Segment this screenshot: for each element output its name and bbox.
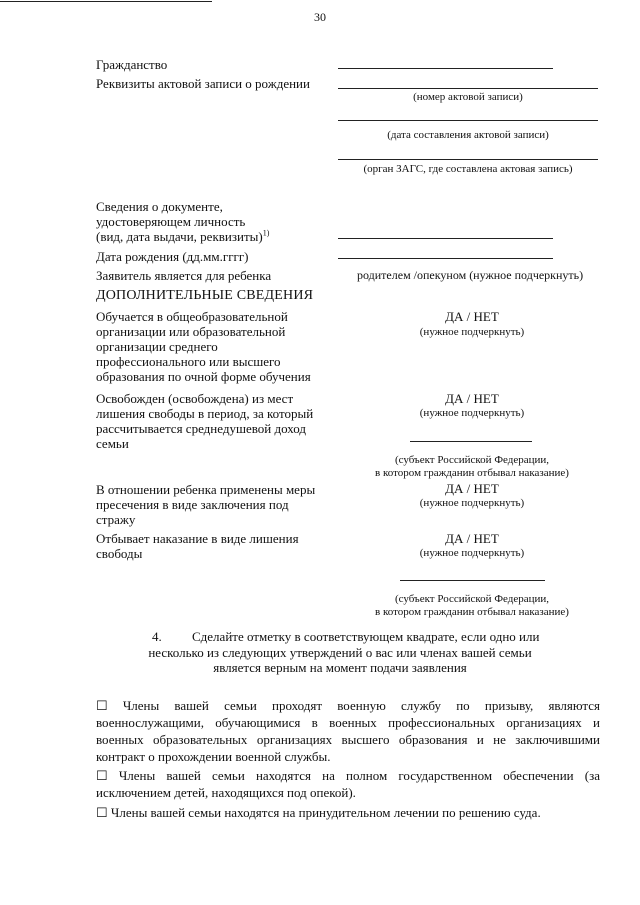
- birth-date-label: Дата рождения (дд.мм.гггг): [96, 249, 249, 264]
- checkbox-icon[interactable]: ☐: [96, 805, 108, 820]
- birth-date-field[interactable]: [338, 258, 553, 259]
- section4-number: 4.: [152, 629, 162, 644]
- q2-label: Освобожден (освобождена) из мест лишения свободы в период, за который рассчитывается среднедушевой доход семьи: [96, 391, 314, 451]
- checkbox-text: Члены вашей семьи находятся на принудительном лечении по решению суда.: [110, 805, 541, 820]
- q2-hint: (нужное подчеркнуть): [419, 407, 525, 419]
- checkbox-icon[interactable]: ☐: [96, 698, 108, 713]
- checkbox-text: Члены вашей семьи находятся на полном государственном обеспечении (за исключением детей, находящихся под опекой).: [96, 768, 600, 800]
- q2-answer[interactable]: ДА / НЕТ: [445, 391, 499, 406]
- checkbox-item-compulsory-treatment[interactable]: [96, 804, 600, 821]
- citizenship-label: Гражданство: [96, 57, 168, 72]
- registry-office-caption: (орган ЗАГС, где составлена актовая запись): [363, 163, 573, 175]
- page-number: 30: [314, 10, 326, 24]
- q4-region-caption: (субъект Российской Федерации, в котором гражданин отбывал наказание): [375, 593, 569, 618]
- id-document-label: [96, 199, 269, 244]
- q4-hint: (нужное подчеркнуть): [419, 547, 525, 559]
- q1-label: Обучается в общеобразовательной организации или образовательной организации среднего профессионального или высшего образования по очной форме обучения: [96, 309, 311, 384]
- registry-office-field[interactable]: [338, 159, 598, 160]
- checkbox-text: Члены вашей семьи проходят военную службу по призыву, являются военнослужащими, обучающимися в военных профессиональных организациях и военных образовательных организациях высшего образования и не заключившими контракт о прохождении военной службы.: [96, 698, 600, 764]
- id-document-field[interactable]: [338, 238, 553, 239]
- q1-answer[interactable]: ДА / НЕТ: [445, 309, 499, 324]
- record-date-field[interactable]: [338, 120, 598, 121]
- q4-label: Отбывает наказание в виде лишения свободы: [96, 531, 299, 561]
- record-number-field[interactable]: [338, 88, 598, 89]
- checkbox-item-state-support[interactable]: [96, 767, 600, 801]
- q4-answer[interactable]: ДА / НЕТ: [445, 531, 499, 546]
- additional-heading: ДОПОЛНИТЕЛЬНЫЕ СВЕДЕНИЯ: [96, 288, 314, 303]
- top-border-line: [0, 1, 212, 2]
- birth-record-label: Реквизиты актовой записи о рождении: [96, 76, 310, 91]
- id-document-text: Сведения о документе, удостоверяющем личность (вид, дата выдачи, реквизиты): [96, 199, 263, 244]
- footnote-marker: 1): [262, 228, 270, 238]
- record-date-caption: (дата составления актовой записи): [387, 129, 549, 141]
- q4-region-field[interactable]: [400, 580, 545, 581]
- checkbox-item-military[interactable]: [96, 697, 600, 765]
- applicant-is-label: Заявитель является для ребенка: [96, 268, 272, 283]
- q3-label: В отношении ребенка применены меры пресечения в виде заключения под стражу: [96, 482, 316, 527]
- applicant-is-value[interactable]: родителем /опекуном (нужное подчеркнуть): [357, 268, 584, 282]
- section4-title-line1: Сделайте отметку в соответствующем квадрате, если одно или: [192, 629, 540, 644]
- section4-title-rest: несколько из следующих утверждений о вас или членах вашей семьи является верным на момент подачи заявления: [148, 645, 532, 675]
- checkbox-icon[interactable]: ☐: [96, 768, 108, 783]
- q2-region-caption: (субъект Российской Федерации, в котором гражданин отбывал наказание): [375, 454, 569, 479]
- q2-region-field[interactable]: [410, 441, 532, 442]
- record-number-caption: (номер актовой записи): [413, 91, 523, 103]
- q1-hint: (нужное подчеркнуть): [419, 326, 525, 338]
- citizenship-field[interactable]: [338, 68, 553, 69]
- q3-answer[interactable]: ДА / НЕТ: [445, 481, 499, 496]
- q3-hint: (нужное подчеркнуть): [419, 497, 525, 509]
